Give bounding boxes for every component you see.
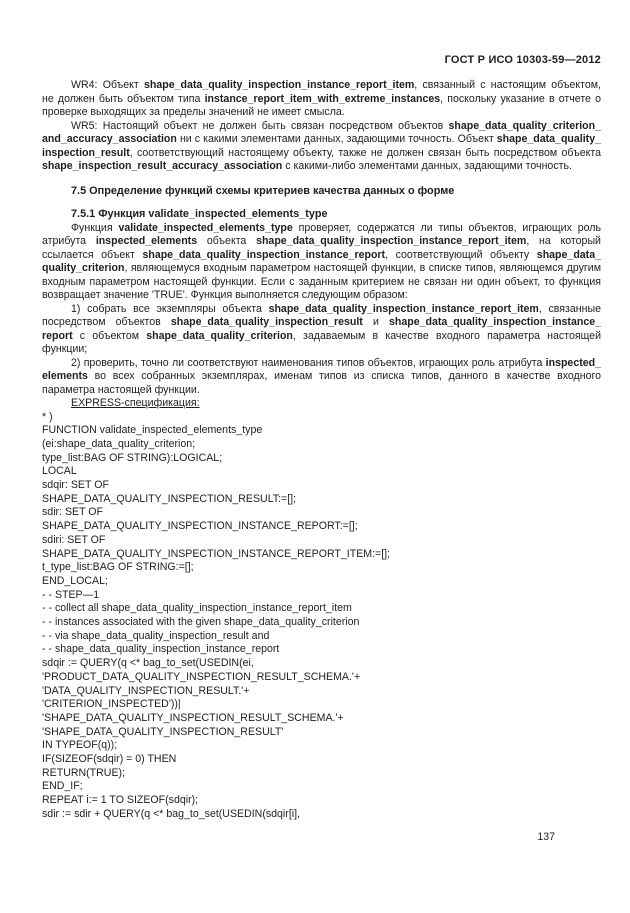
code-line: - - via shape_data_quality_inspection_result and [42, 629, 270, 642]
entity-name: shape_data_quality_inspection_result [42, 133, 601, 159]
paragraph [42, 357, 601, 398]
express-spec-label-text: EXPRESS-спецификация: [71, 397, 200, 409]
text-run: Функция [71, 221, 119, 234]
text-run: , соответствующий объекту [385, 248, 537, 261]
code-line: SHAPE_DATA_QUALITY_INSPECTION_RESULT:=[]; [42, 492, 297, 505]
code-line: sdir: SET OF [42, 506, 104, 519]
code-line: SHAPE_DATA_QUALITY_INSPECTION_INSTANCE_REPORT:=[]; [42, 520, 358, 533]
text-run: проверяет, содержатся ли типы объектов, играющих роль атрибута [42, 221, 601, 247]
code-line: (ei:shape_data_quality_criterion; [42, 437, 196, 450]
page-number: 137 [537, 831, 555, 843]
code-line: - - shape_data_quality_inspection_instance_report [42, 643, 280, 656]
text-run: с какими-либо элементами данных, задающими точность. [282, 160, 572, 172]
entity-name: validate_inspected_elements_type [118, 221, 293, 234]
code-line: type_list:BAG OF STRING):LOGICAL; [42, 451, 223, 464]
subsection-heading: 7.5.1 Функция validate_inspected_elements_type [71, 208, 328, 220]
code-line: * ) [42, 410, 53, 423]
entity-name: shape_data_quality_inspection_instance_report [42, 316, 601, 342]
text-run: , поскольку указание в отчете о проверке выходящих за пределы значений не имеет смысла. [42, 92, 601, 118]
code-line: IN TYPEOF(q)); [42, 739, 118, 752]
code-line: END_LOCAL; [42, 574, 108, 587]
code-line: SHAPE_DATA_QUALITY_INSPECTION_INSTANCE_REPORT_ITEM:=[]; [42, 547, 391, 560]
entity-name: inspected_elements [95, 235, 198, 247]
entity-name: shape_data_quality_criterion [146, 329, 293, 342]
code-line: sdqir: SET OF [42, 479, 109, 492]
text-run: , связанные посредством объектов [42, 302, 601, 328]
code-line: sdqir := QUERY(q <* bag_to_set(USEDIN(ei, [42, 657, 254, 670]
code-line: LOCAL [42, 465, 77, 478]
entity-name: shape_data_quality_inspection_instance_report [142, 248, 386, 261]
text-run: WR4: Объект [71, 79, 144, 91]
paragraph [42, 222, 601, 303]
running-header: ГОСТ Р ИСО 10303-59—2012 [444, 54, 601, 66]
code-line: - - collect all shape_data_quality_inspection_instance_report_item [42, 602, 352, 615]
paragraph [42, 303, 601, 357]
text-run: , соответствующий настоящему объекту, также не должен связан быть посредством объекта [129, 146, 601, 159]
text-run: , на который ссылается объект [42, 235, 601, 261]
code-line: END_IF; [42, 780, 83, 793]
code-line: RETURN(TRUE); [42, 766, 125, 779]
code-line: IF(SIZEOF(sdqir) = 0) THEN [42, 753, 177, 766]
code-line: sdiri: SET OF [42, 533, 106, 546]
code-line: REPEAT i:= 1 TO SIZEOF(sdqir); [42, 794, 199, 807]
code-line: 'DATA_QUALITY_INSPECTION_RESULT.'+ [42, 684, 250, 697]
express-spec-label [42, 397, 601, 411]
code-line: 'SHAPE_DATA_QUALITY_INSPECTION_RESULT_SCHEMA.'+ [42, 711, 344, 724]
page-content [42, 79, 601, 822]
entity-name: shape_data_quality_inspection_instance_report_item [256, 235, 527, 247]
code-line: - - instances associated with the given shape_data_quality_criterion [42, 616, 360, 629]
code-line: - - STEP—1 [42, 588, 100, 601]
entity-name: inspected_elements [42, 356, 601, 382]
entity-name: shape_data_quality_inspection_result [170, 316, 363, 328]
text-run: , задаваемым в качестве входного параметра настоящей функции; [42, 329, 601, 355]
entity-name: shape_data_quality_inspection_instance_report_item [144, 79, 415, 91]
code-line: 'CRITERION_INSPECTED'))| [42, 698, 181, 711]
paragraph [42, 79, 601, 120]
code-line: t_type_list:BAG OF STRING:=[]; [42, 561, 194, 574]
text-run: 2) проверить, точно ли соответствуют наименования типов объектов, играющих роль атрибута [71, 356, 546, 369]
entity-name: instance_report_item_with_extreme_instances [204, 92, 441, 105]
text-run: объекта [197, 235, 257, 247]
text-run: , являющемуся входным параметром настоящей функции, в списке типов, являющемся другим входным параметром настоящей функции. Если с заданным критерием не связан ни один объект, то функция возвращает значение 'TRUE'. Функция выполняется следующим образом: [42, 262, 601, 301]
code-line: 'SHAPE_DATA_QUALITY_INSPECTION_RESULT' [42, 725, 284, 738]
entity-name: shape_data_quality_criterion_and_accuracy_association [42, 119, 601, 145]
text-run: WR5: Настоящий объект не должен быть связан посредством объектов [71, 119, 449, 132]
text-run: 1) собрать все экземпляры объекта [71, 302, 269, 315]
section-heading: 7.5 Определение функций схемы критериев качества данных о форме [71, 184, 455, 197]
code-line: FUNCTION validate_inspected_elements_type [42, 424, 263, 437]
text-run: во всех собранных экземплярах, именам типов из списка типов, данного в качестве входного параметра настоящей функции. [42, 370, 601, 396]
text-run: , связанный с настоящим объектом, не должен быть объектом типа [42, 79, 601, 105]
code-line: 'PRODUCT_DATA_QUALITY_INSPECTION_RESULT_SCHEMA.'+ [42, 670, 361, 683]
entity-name: shape_data_quality_inspection_instance_report_item [268, 302, 539, 315]
text-run: с объектом [72, 329, 147, 342]
text-run: ни с какими элементами данных, задающими точность. Объект [176, 133, 497, 145]
entity-name: shape_data_quality_criterion [42, 248, 601, 274]
entity-name: shape_inspection_result_accuracy_association [42, 160, 283, 172]
text-run: и [362, 316, 389, 328]
code-line: sdir := sdir + QUERY(q <* bag_to_set(USEDIN(sdqir[i], [42, 807, 300, 820]
paragraph [42, 120, 601, 174]
